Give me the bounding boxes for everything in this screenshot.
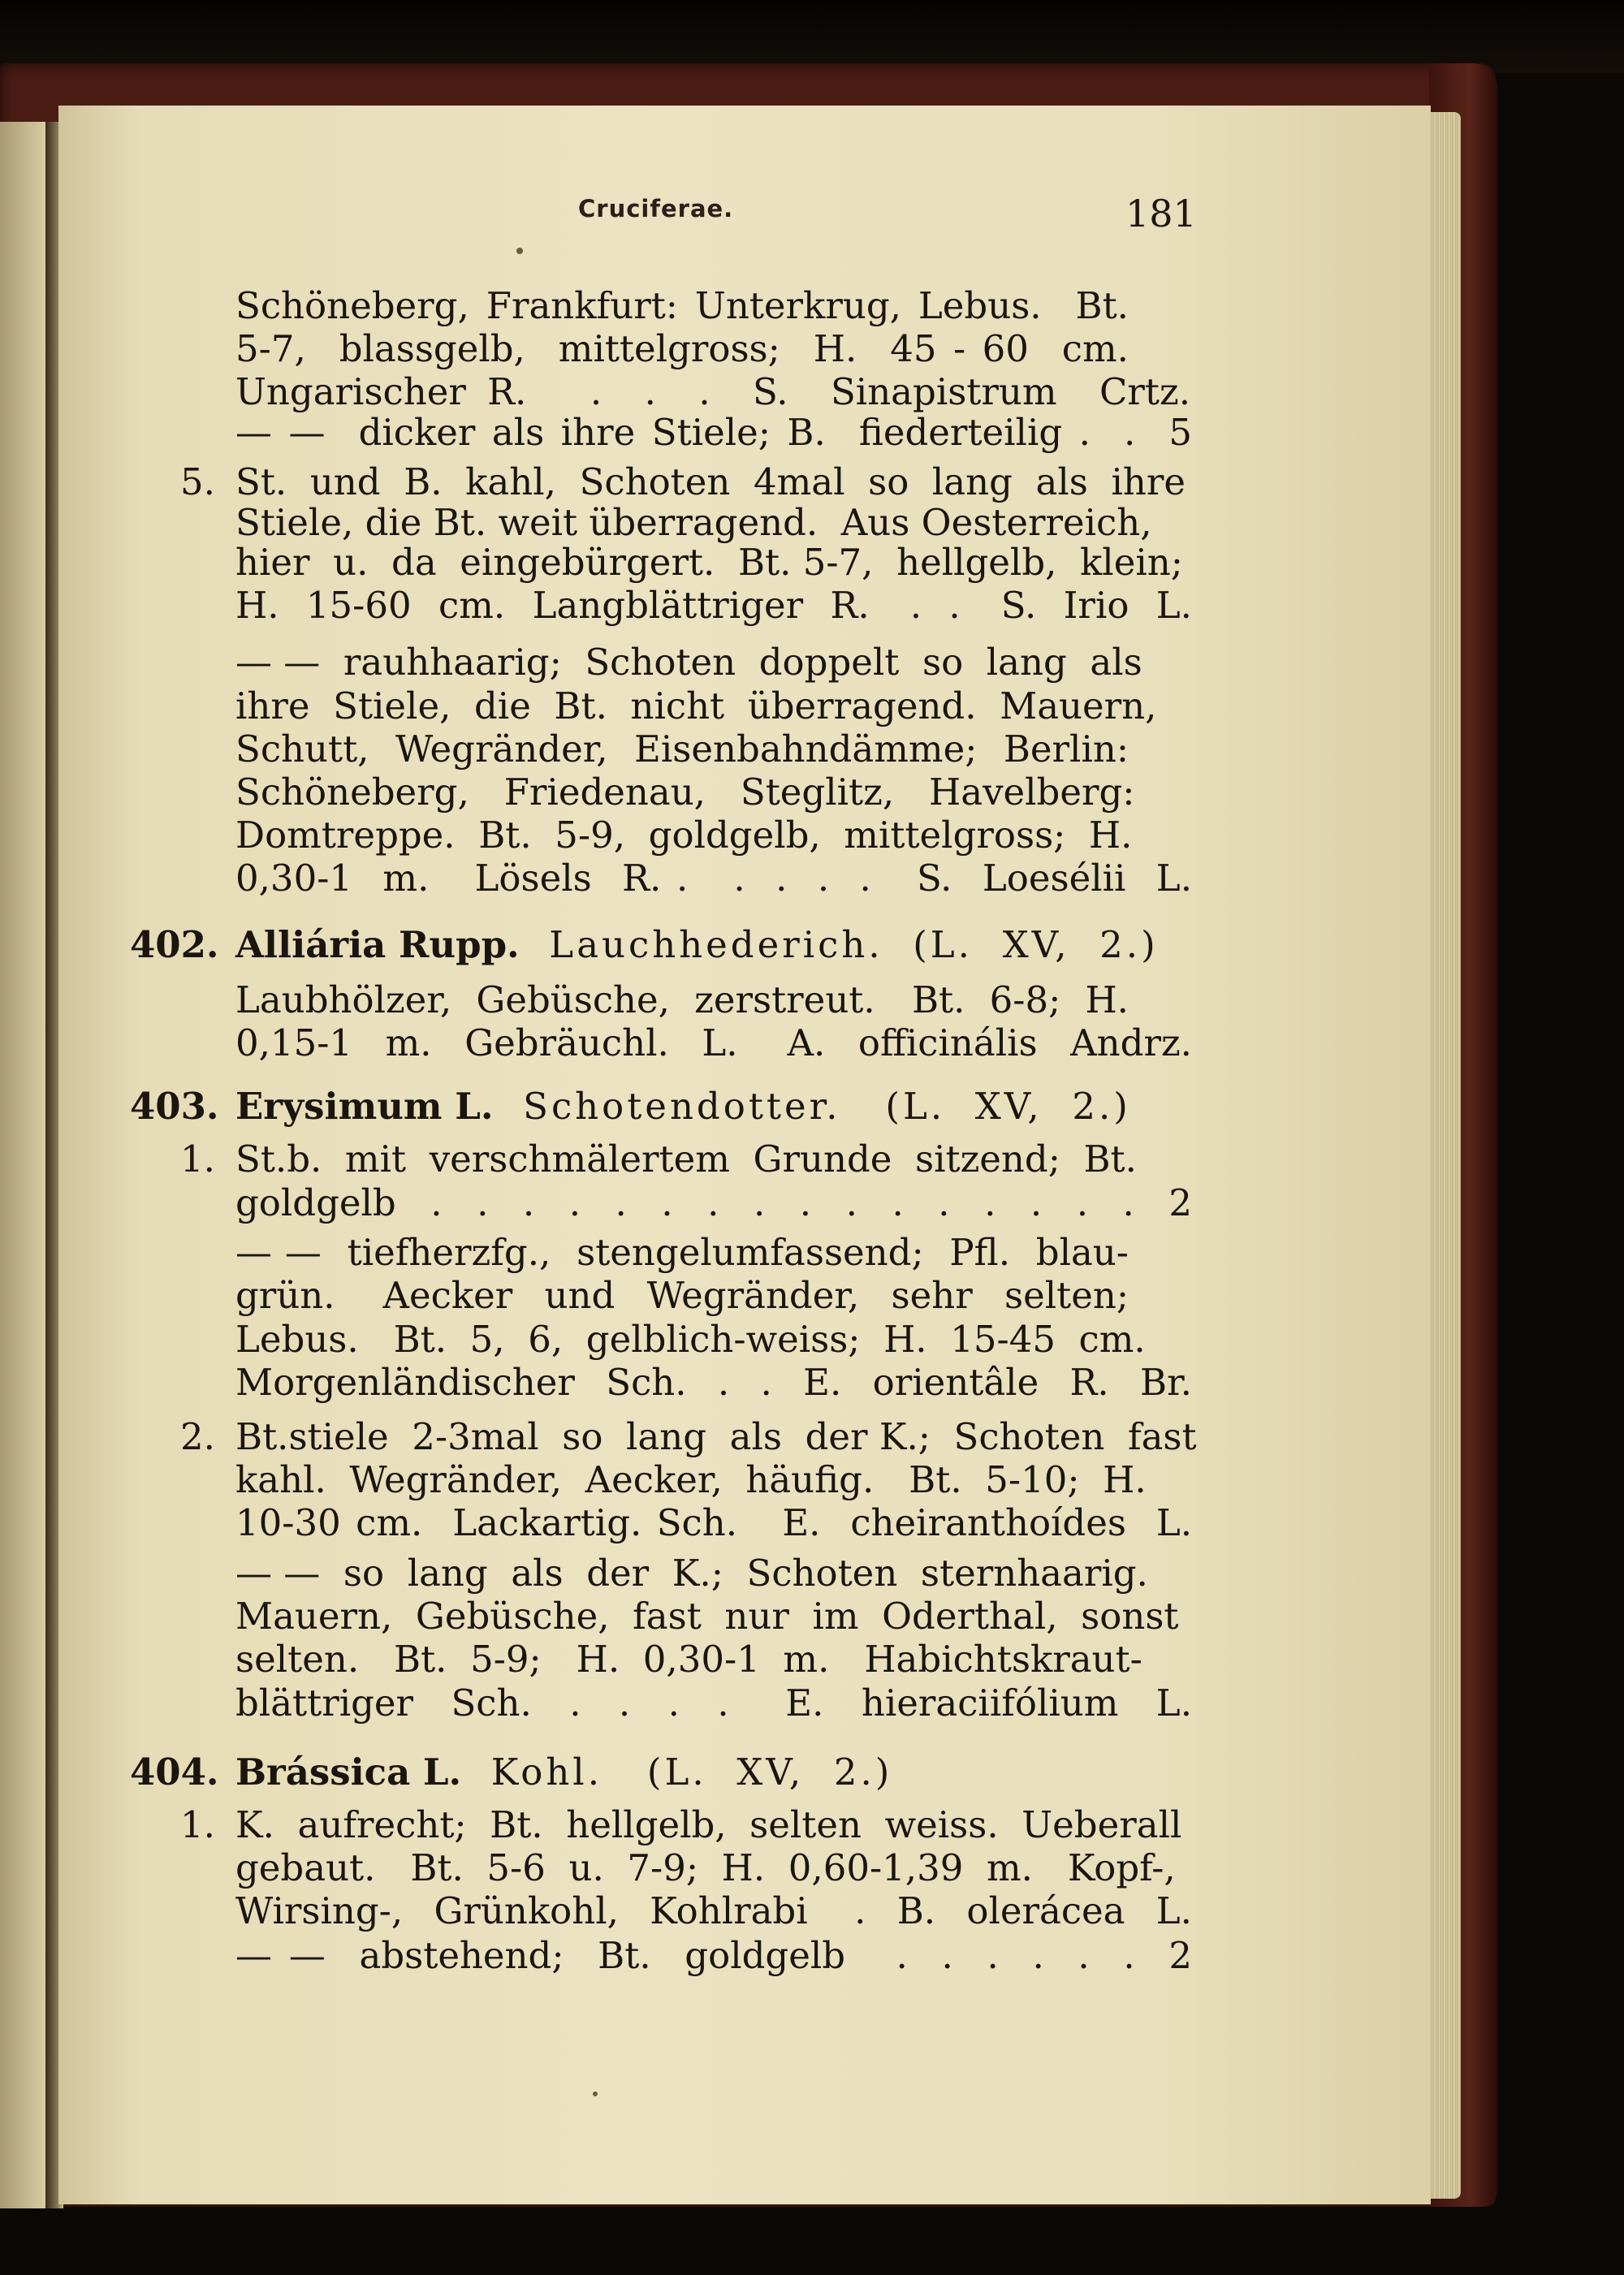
couplet-number: 1. (180, 1138, 215, 1181)
text-line: — — so lang als der K.; Schoten sternhaarig. (235, 1552, 1148, 1595)
genus-number: 404. (130, 1750, 219, 1794)
text-line: — — dicker als ihre Stiele; B. fiederteilig . . 5 (235, 411, 1192, 454)
text-line: goldgelb . . . . . . . . . . . . . . . . 2 (235, 1181, 1192, 1224)
text-line: Bt.stiele 2-3mal so lang als der K.; Schoten fast (235, 1415, 1197, 1458)
text-line: K. aufrecht; Bt. hellgelb, selten weiss. Ueberall (235, 1803, 1182, 1846)
text-line: Laubhölzer, Gebüsche, zerstreut. Bt. 6-8; H. (235, 978, 1129, 1021)
text-line: — — abstehend; Bt. goldgelb . . . . . . 2 (235, 1934, 1192, 1977)
genus-number: 402. (130, 923, 219, 966)
text-line: selten. Bt. 5-9; H. 0,30-1 m. Habichtskraut- (235, 1638, 1142, 1681)
paper-speck (516, 248, 523, 254)
text-line: Morgenländischer Sch. . . E. orientâle R. Br. (235, 1361, 1192, 1404)
genus-number: 403. (130, 1085, 219, 1128)
text-line: 0,30-1 m. Lösels R. . . . . . S. Loesélii L. (235, 857, 1192, 900)
text-line: Domtreppe. Bt. 5-9, goldgelb, mittelgross; H. (235, 814, 1133, 857)
text-line: gebaut. Bt. 5-6 u. 7-9; H. 0,60-1,39 m. Kopf-, (235, 1846, 1176, 1889)
text-line: Schöneberg, Frankfurt: Unterkrug, Lebus. Bt. (235, 284, 1129, 327)
text-line: Ungarischer R. . . . S. Sinapistrum Crtz. (235, 370, 1190, 413)
text-line: Lebus. Bt. 5, 6, gelblich-weiss; H. 15-45 cm. (235, 1318, 1146, 1361)
text-line: Schöneberg, Friedenau, Steglitz, Havelberg: (235, 771, 1135, 814)
genus-details: Lauchhederich. (L. XV, 2.) (519, 923, 1159, 966)
text-line: — — rauhhaarig; Schoten doppelt so lang als (235, 641, 1142, 684)
genus-details: Kohl. (L. XV, 2.) (461, 1750, 893, 1794)
text-line: St. und B. kahl, Schoten 4mal so lang als ihre (235, 460, 1186, 503)
text-line: blättriger Sch. . . . . E. hieraciifólium L. (235, 1681, 1192, 1725)
text-line: ihre Stiele, die Bt. nicht überragend. Mauern, (235, 684, 1157, 727)
couplet-number: 1. (180, 1803, 215, 1846)
page-number: 181 (1125, 192, 1197, 235)
text-line: St.b. mit verschmälertem Grunde sitzend; Bt. (235, 1138, 1137, 1181)
text-line: grün. Aecker und Wegränder, sehr selten; (235, 1274, 1129, 1317)
text-line: Wirsing-, Grünkohl, Kohlrabi . B. olerácea L. (235, 1889, 1192, 1932)
couplet-number: 2. (180, 1415, 215, 1458)
couplet-number: 5. (180, 460, 215, 503)
genus-name: Alliária Rupp. (235, 923, 520, 966)
text-line: kahl. Wegränder, Aecker, häufig. Bt. 5-10; H. (235, 1458, 1147, 1501)
genus-details: Schotendotter. (L. XV, 2.) (493, 1085, 1131, 1128)
text-line: hier u. da eingebürgert. Bt. 5-7, hellgelb, klein; (235, 541, 1183, 584)
genus-heading (235, 1084, 1131, 1129)
genus-heading (235, 922, 1159, 968)
genus-name: Brássica L. (235, 1750, 462, 1794)
text-line: 5-7, blassgelb, mittelgross; H. 45 - 60 cm. (235, 327, 1129, 370)
paper-speck (593, 2092, 598, 2096)
text-line: — — tiefherzfg., stengelumfassend; Pfl. blau- (235, 1231, 1129, 1274)
text-line: Mauern, Gebüsche, fast nur im Oderthal, sonst (235, 1595, 1179, 1638)
genus-heading (235, 1750, 892, 1795)
running-head: Cruciferae. (578, 195, 734, 222)
text-line: 0,15-1 m. Gebräuchl. L. A. officinális Andrz. (235, 1021, 1192, 1064)
text-line: 10-30 cm. Lackartig. Sch. E. cheiranthoídes L. (235, 1501, 1192, 1544)
text-line: Schutt, Wegränder, Eisenbahndämme; Berlin: (235, 727, 1129, 771)
genus-name: Erysimum L. (235, 1085, 494, 1128)
text-line: Stiele, die Bt. weit überragend. Aus Oesterreich, (235, 501, 1152, 544)
text-line: H. 15-60 cm. Langblättriger R. . . S. Irio L. (235, 584, 1192, 627)
